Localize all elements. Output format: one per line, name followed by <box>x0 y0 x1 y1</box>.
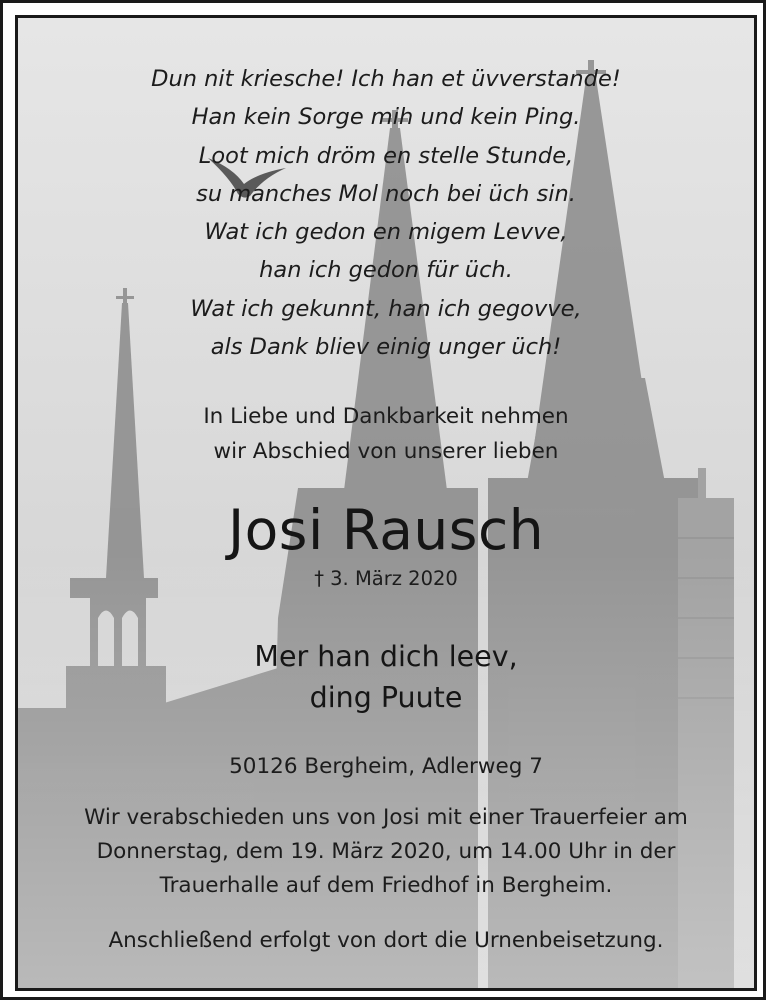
poem <box>18 60 754 366</box>
message-line: Mer han dich leev, <box>254 640 518 673</box>
poem-line: su manches Mol noch bei üch sin. <box>196 180 576 207</box>
poem-line: als Dank bliev einig unger üch! <box>210 334 562 361</box>
intro-line: wir Abschied von unserer lieben <box>213 439 559 464</box>
poem-line: Dun nit kriesche! Ich han et üvverstande! <box>151 66 621 92</box>
intro-line: In Liebe und Dankbarkeit nehmen <box>203 404 569 429</box>
obituary-content <box>18 18 754 988</box>
intro-text <box>18 399 754 469</box>
ceremony-text <box>18 801 754 903</box>
deceased-name: Josi Rausch <box>227 498 545 562</box>
poem-line: Wat ich gekunnt, han ich gegovve, <box>190 295 582 322</box>
family-message <box>18 636 754 718</box>
poem-line: Han kein Sorge mih und kein Ping. <box>191 104 581 131</box>
poem-line: Loot mich dröm en stelle Stunde, <box>198 142 574 169</box>
ceremony-line: Trauerhalle auf dem Friedhof in Bergheim. <box>159 873 613 898</box>
closing-text: Anschließend erfolgt von dort die Urnenbeisetzung. <box>108 928 664 953</box>
inner-frame <box>15 15 757 991</box>
message-line: ding Puute <box>309 681 463 714</box>
death-date: † 3. März 2020 <box>314 567 458 590</box>
poem-line: Wat ich gedon en migem Levve, <box>204 219 568 246</box>
address: 50126 Bergheim, Adlerweg 7 <box>229 754 543 779</box>
ceremony-line: Donnerstag, dem 19. März 2020, um 14.00 Uhr in der <box>96 839 676 864</box>
poem-line: han ich gedon für üch. <box>259 257 513 284</box>
ceremony-line: Wir verabschieden uns von Josi mit einer Trauerfeier am <box>84 805 688 830</box>
